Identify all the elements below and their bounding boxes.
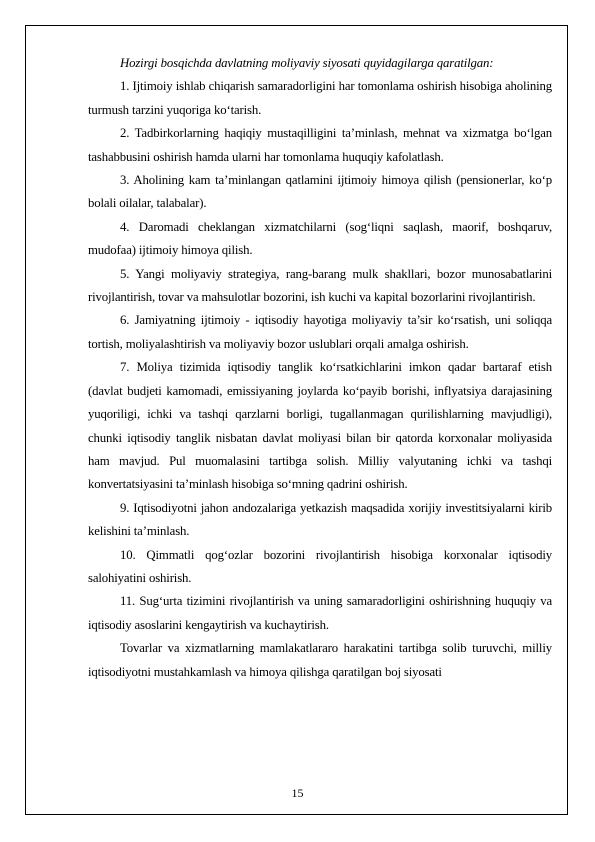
section-heading: Hozirgi bosqichda davlatning moliyaviy siyosati quyidagilarga qaratilgan: <box>120 56 494 70</box>
document-body <box>88 52 552 684</box>
paragraph-item-2: 2. Tadbirkorlarning haqiqiy mustaqilligini ta’minlash, mehnat va xizmatga bo‘lgan tashabbusini oshirish hamda ularni har tomonlama huquqiy kafolatlash. <box>88 126 552 164</box>
paragraph-item-6: 6. Jamiyatning ijtimoiy - iqtisodiy hayotiga moliyaviy ta’sir ko‘rsatish, uni soliqqa tortish, moliyalashtirish va moliyaviy bozor uslublari orqali amalga oshirish. <box>88 313 552 351</box>
paragraph-item-9: 9. Iqtisodiyotni jahon andozalariga yetkazish maqsadida xorijiy investitsiyalarni kirib kelishini ta’minlash. <box>88 500 552 539</box>
paragraph-item-3: 3. Aholining kam ta’minlangan qatlamini ijtimoiy himoya qilish (pensionerlar, ko‘p bolali oilalar, talabalar). <box>88 173 552 211</box>
page-number: 15 <box>291 786 304 800</box>
paragraph-item-7: 7. Moliya tizimida iqtisodiy tanglik ko‘rsatkichlarini imkon qadar bartaraf etish (davlat budjeti kamomadi, emissiyaning joylarda ko‘payib borishi, inflyatsiya darajasining yuqoriligi, ichki va tashqi qarzlarni borligi, tugallanmagan qurilishlarning mavjudligi), chunki iqtisodiy tanglik nisbatan davlat moliyasi bilan bir qatorda korxonalar moliyasida ham mavjud. Pul muomalasini tartibga solish. Milliy valyutaning ichki va tashqi konvertatsiyasini ta’minlash hisobiga so‘mning qadrini oshirish. <box>88 360 552 492</box>
paragraph-item-1: 1. Ijtimoiy ishlab chiqarish samaradorligini har tomonlama oshirish hisobiga aholining turmush tarzini yuqoriga ko‘tarish. <box>88 79 552 117</box>
paragraph-item-11: 11. Sug‘urta tizimini rivojlantirish va uning samaradorligini oshirishning huquqiy va iqtisodiy asoslarini kengaytirish va kuchaytirish. <box>88 594 552 632</box>
paragraph-item-10: 10. Qimmatli qog‘ozlar bozorini rivojlantirish hisobiga korxonalar iqtisodiy salohiyatini oshirish. <box>88 547 552 585</box>
paragraph-item-4: 4. Daromadi cheklangan xizmatchilarni (sog‘liqni saqlash, maorif, boshqaruv, mudofaa) ijtimoiy himoya qilish. <box>88 219 552 258</box>
paragraph-item-5: 5. Yangi moliyaviy strategiya, rang-barang mulk shakllari, bozor munosabatlarini rivojlantirish, tovar va mahsulotlar bozorini, ish kuchi va kapital bozorlarini rivojlantirish. <box>88 266 552 305</box>
paragraph-trailing: Tovarlar va xizmatlarning mamlakatlararo harakatini tartibga solib turuvchi, milliy iqtisodiyotni mustahkamlash va himoya qilishga qaratilgan boj siyosati <box>88 641 552 679</box>
